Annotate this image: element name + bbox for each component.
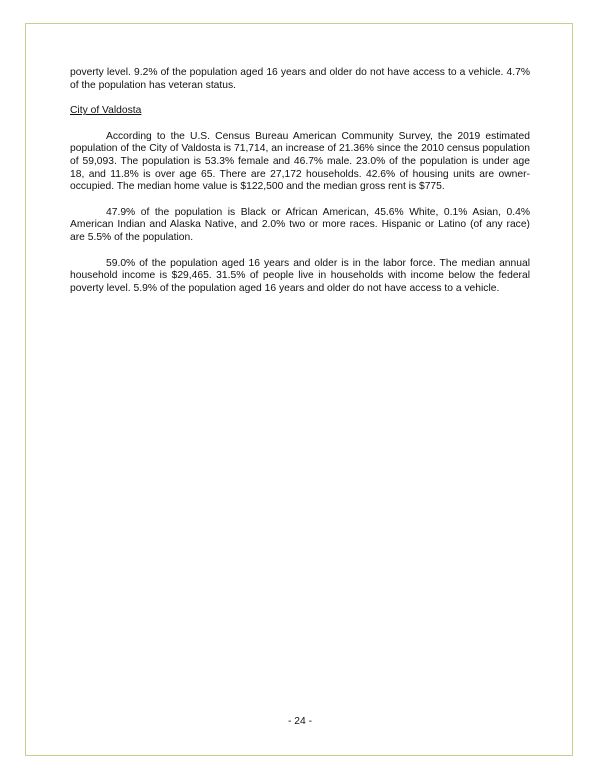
document-body — [70, 67, 530, 308]
page-number: - 24 - — [287, 716, 313, 727]
section-heading: City of Valdosta — [70, 105, 142, 117]
paragraph-labor-income: 59.0% of the population aged 16 years and older is in the labor force. The median annual household income is $29,465. 31.5% of people live in households with income below the federal poverty level. 5.9% of the population aged 16 years and older do not have access to a vehicle. — [70, 257, 530, 294]
intro-paragraph: poverty level. 9.2% of the population aged 16 years and older do not have access to a vehicle. 4.7% of the population has veteran status. — [70, 67, 530, 91]
paragraph-race: 47.9% of the population is Black or African American, 45.6% White, 0.1% Asian, 0.4% American Indian and Alaska Native, and 2.0% two or more races. Hispanic or Latino (of any race) are 5.5% of the population. — [70, 206, 530, 243]
paragraph-population: According to the U.S. Census Bureau American Community Survey, the 2019 estimated population of the City of Valdosta is 71,714, an increase of 21.36% since the 2010 census population of 59,093. The population is 53.3% female and 46.7% male. 23.0% of the population is under age 18, and 11.8% is over age 65. There are 27,172 households. 42.6% of housing units are owner-occupied. The median home value is $122,500 and the median gross rent is $775. — [70, 130, 530, 193]
